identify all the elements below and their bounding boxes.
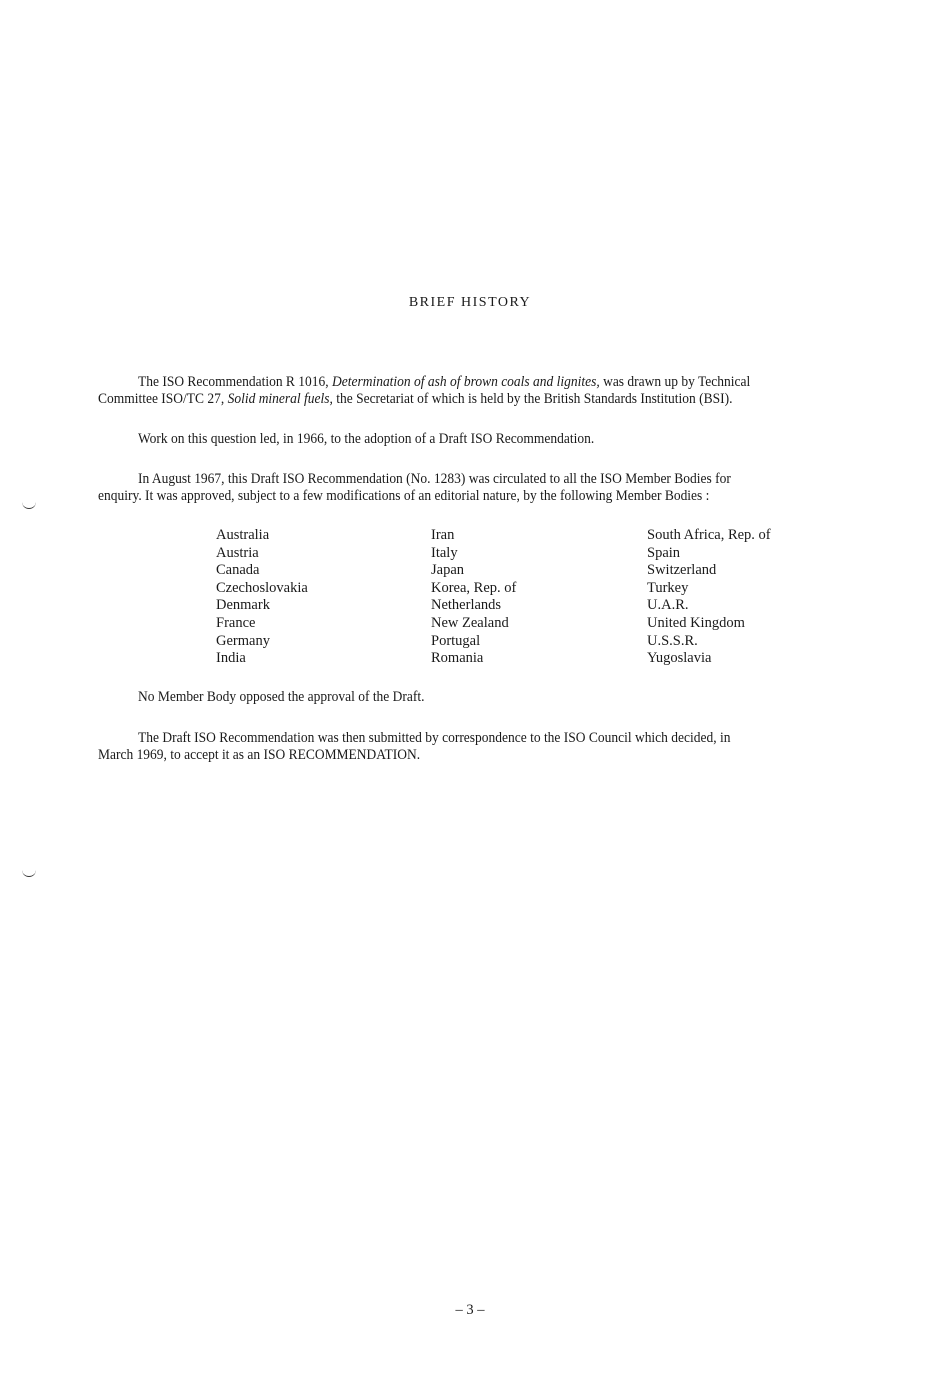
member-body: Canada xyxy=(216,562,260,579)
text: was drawn up by Technical xyxy=(599,374,751,390)
binding-mark xyxy=(22,868,36,877)
member-body: South Africa, Rep. of xyxy=(647,527,771,543)
member-body: Japan xyxy=(431,562,465,579)
member-list-column-1 xyxy=(216,527,308,668)
member-body: Australia xyxy=(216,527,270,543)
text: The ISO Recommendation R 1016, xyxy=(138,374,333,390)
section-title: BRIEF HISTORY xyxy=(408,295,532,310)
paragraph-4: No Member Body opposed the approval of the Draft. xyxy=(138,689,425,705)
member-body: Turkey xyxy=(647,579,689,596)
paragraph-5-line-1: The Draft ISO Recommendation was then submitted by correspondence to the ISO Council which decided, in xyxy=(138,730,731,746)
binding-mark xyxy=(22,500,36,509)
member-body: Romania xyxy=(431,650,484,667)
member-body: Switzerland xyxy=(647,562,717,579)
member-body: Korea, Rep. of xyxy=(431,579,517,596)
document-title: Determination of ash of brown coals and lignites, xyxy=(332,374,600,390)
paragraph-3-line-2: enquiry. It was approved, subject to a few modifications of an editorial nature, by the following Member Bodies : xyxy=(98,488,710,504)
text: Committee ISO/TC 27, xyxy=(98,391,228,407)
paragraph-1-line-1 xyxy=(138,374,750,391)
member-body: Netherlands xyxy=(431,597,502,614)
paragraph-5-line-2: March 1969, to accept it as an ISO RECOMMENDATION. xyxy=(98,747,421,763)
paragraph-1-line-2 xyxy=(98,391,732,408)
member-body: India xyxy=(216,650,246,667)
member-body: U.A.R. xyxy=(647,597,689,614)
member-body: France xyxy=(216,614,256,631)
member-body: United Kingdom xyxy=(647,614,745,631)
text: the Secretariat of which is held by the British Standards Institution (BSI). xyxy=(332,391,733,407)
member-body: Iran xyxy=(431,527,455,543)
member-body: Portugal xyxy=(431,632,481,649)
member-body: Italy xyxy=(431,544,458,561)
paragraph-3-line-1: In August 1967, this Draft ISO Recommendation (No. 1283) was circulated to all the ISO Member Bodies for xyxy=(138,471,731,487)
member-body: Austria xyxy=(216,544,259,561)
member-body: Czechoslovakia xyxy=(216,579,308,596)
member-body: U.S.S.R. xyxy=(647,632,698,649)
member-list-column-2 xyxy=(431,527,516,668)
paragraph-2: Work on this question led, in 1966, to the adoption of a Draft ISO Recommendation. xyxy=(138,431,595,447)
member-body: Denmark xyxy=(216,597,270,614)
member-body: New Zealand xyxy=(431,614,509,631)
page-number: – 3 – xyxy=(455,1302,485,1318)
member-body: Germany xyxy=(216,632,270,649)
committee-title: Solid mineral fuels, xyxy=(227,391,333,407)
member-list-column-3 xyxy=(647,527,771,668)
member-body: Spain xyxy=(647,544,681,561)
member-body: Yugoslavia xyxy=(647,650,712,667)
